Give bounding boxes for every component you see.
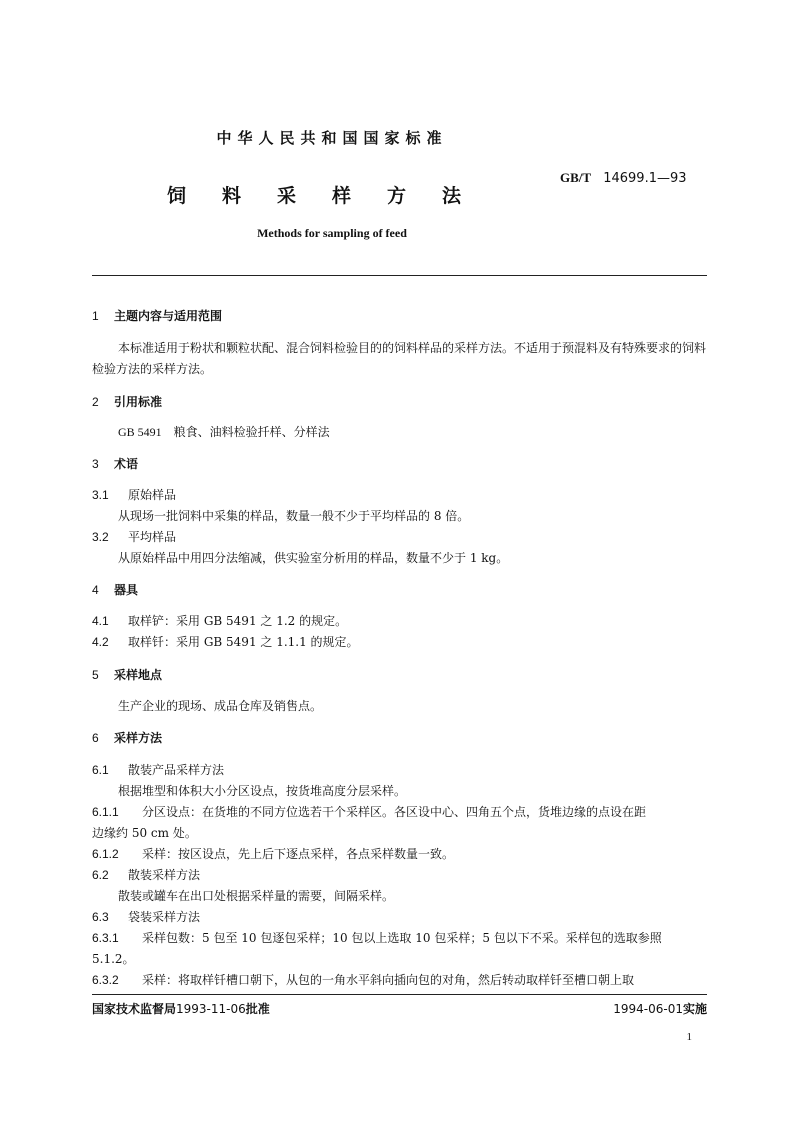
document-title-english: Methods for sampling of feed	[257, 226, 407, 240]
footer-divider	[92, 994, 707, 995]
item-6-1-1-continued: 边缘约 50 cm 处。	[92, 826, 197, 840]
term-3-2-heading: 3.2 平均样品	[92, 530, 177, 544]
item-6-2-text: 散装或罐车在出口处根据采样量的需要，间隔采样。	[118, 889, 395, 903]
item-6-3-1-continued: 5.1.2。	[92, 952, 135, 966]
header-divider	[92, 275, 707, 276]
page-number: 1	[686, 1031, 692, 1043]
item-6-2-heading: 6.2 散装采样方法	[92, 868, 201, 882]
section-6-heading: 6 采样方法	[92, 731, 163, 745]
item-6-3-1: 6.3.1 采样包数：5 包至 10 包逐包采样；10 包以上选取 10 包采样；5 包以下不采。采样包的选取参照	[92, 931, 662, 945]
section-1-paragraph: 本标准适用于粉状和颗粒状配、混合饲料检验目的的饲料样品的采样方法。不适用于预混料及有特殊要求的饲料检验方法的采样方法。	[92, 341, 707, 376]
reference-standard: GB 5491 粮食、油料检验扦样、分样法	[118, 425, 330, 439]
section-1-heading: 1 主题内容与适用范围	[92, 309, 223, 323]
section-2-heading: 2 引用标准	[92, 395, 163, 409]
item-6-1-heading: 6.1 散装产品采样方法	[92, 763, 225, 777]
item-6-1-text: 根据堆型和体积大小分区设点，按货堆高度分层采样。	[118, 784, 407, 798]
term-3-1-heading: 3.1 原始样品	[92, 488, 177, 502]
document-title: 饲料采样方法	[166, 185, 497, 207]
approval-info: 国家技术监督局1993-11-06批准	[92, 1002, 270, 1016]
item-4-2: 4.2 取样钎：采用 GB 5491 之 1.1.1 的规定。	[92, 635, 359, 649]
section-5-paragraph: 生产企业的现场、成品仓库及销售点。	[118, 699, 323, 713]
section-4-heading: 4 器具	[92, 583, 139, 597]
item-4-1: 4.1 取样铲：采用 GB 5491 之 1.2 的规定。	[92, 614, 348, 628]
section-3-heading: 3 术语	[92, 457, 139, 471]
standard-code-prefix: GB/T	[560, 170, 592, 185]
standard-title: 中华人民共和国国家标准	[216, 129, 448, 147]
term-3-2-definition: 从原始样品中用四分法缩减，供实验室分析用的样品，数量不少于 1 kg。	[118, 551, 509, 565]
item-6-3-2: 6.3.2 采样：将取样钎槽口朝下，从包的一角水平斜向插向包的对角，然后转动取样钎至槽口朝上取	[92, 973, 635, 987]
standard-code-number: 14699.1—93	[603, 171, 687, 186]
item-6-1-2: 6.1.2 采样：按区设点，先上后下逐点采样，各点采样数量一致。	[92, 847, 455, 861]
item-6-1-1: 6.1.1 分区设点：在货堆的不同方位选若干个采样区。各区设中心、四角五个点，货堆边缘的点设在距	[92, 805, 647, 819]
term-3-1-definition: 从现场一批饲料中采集的样品，数量一般不少于平均样品的 8 倍。	[118, 509, 470, 523]
item-6-3-heading: 6.3 袋装采样方法	[92, 910, 201, 924]
implementation-info: 1994-06-01实施	[613, 1002, 707, 1016]
section-5-heading: 5 采样地点	[92, 668, 163, 682]
